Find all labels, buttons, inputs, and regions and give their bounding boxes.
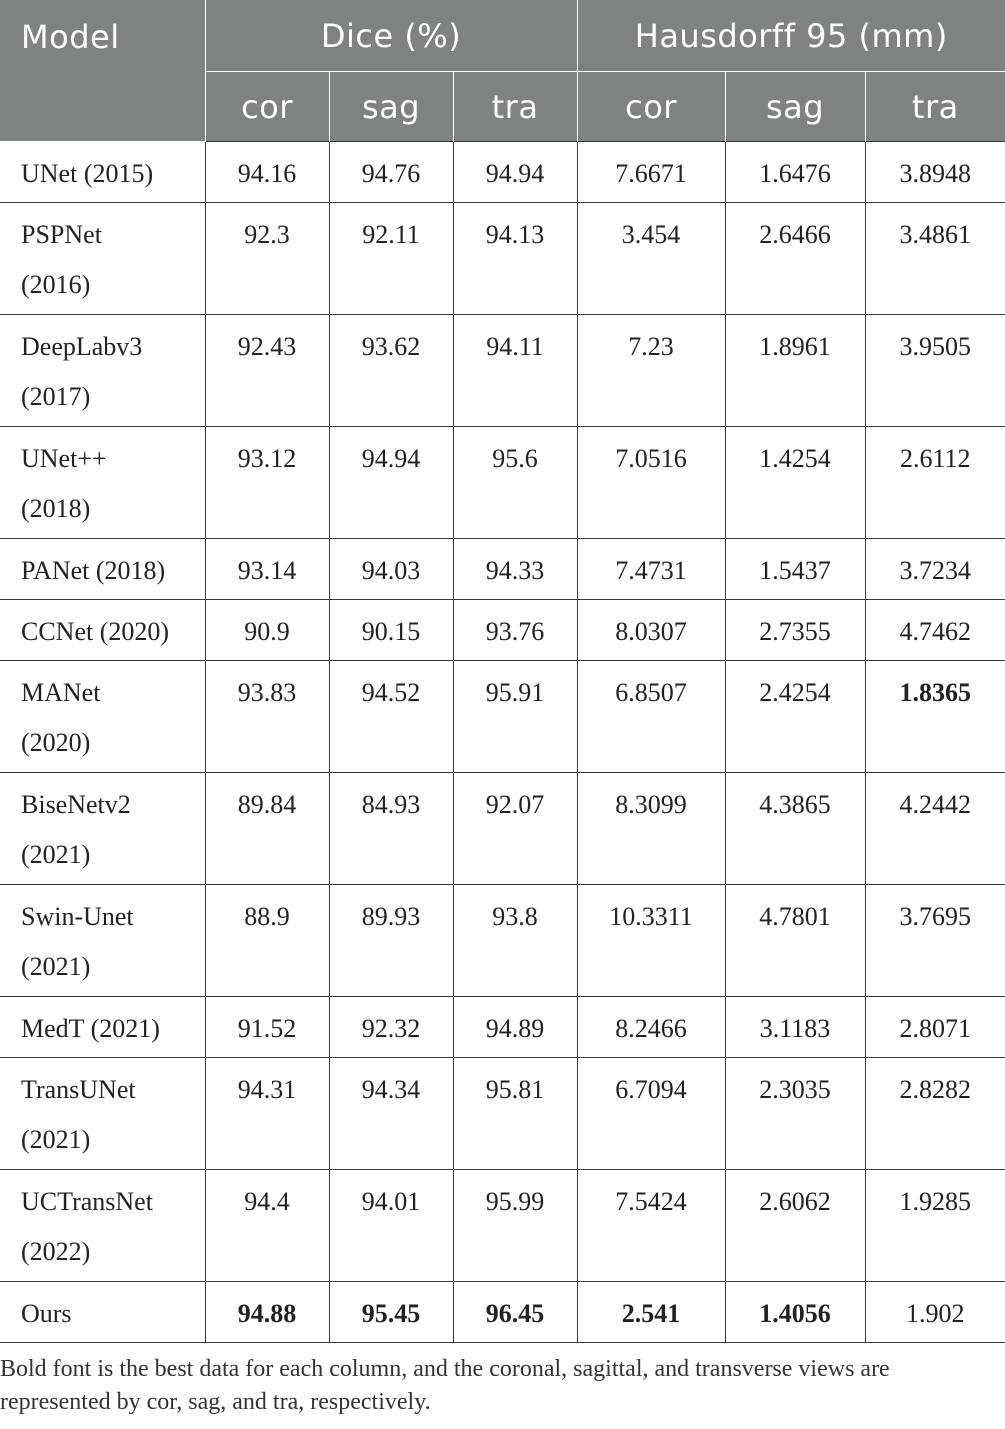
model-name-cell bbox=[0, 773, 205, 885]
dice-sag-cell: 92.32 bbox=[329, 997, 453, 1058]
hd-sag-cell: 4.3865 bbox=[725, 773, 865, 885]
model-name: Swin-Unet bbox=[21, 902, 134, 931]
model-name: PANet (2018) bbox=[21, 556, 166, 585]
model-year: (2021) bbox=[21, 1125, 91, 1154]
model-name: PSPNet bbox=[21, 220, 102, 249]
footnote-line-1: Bold font is the best data for each column, and the coronal, sagittal, and transverse views are bbox=[0, 1356, 890, 1382]
hd-tra-cell: 4.7462 bbox=[865, 600, 1005, 661]
hd-sag-cell: 1.4254 bbox=[725, 427, 865, 539]
hd-cor-cell: 7.0516 bbox=[577, 427, 725, 539]
dice-cor-cell: 93.83 bbox=[205, 661, 329, 773]
dice-cor-header: cor bbox=[205, 72, 329, 142]
dice-cor-cell: 92.3 bbox=[205, 203, 329, 315]
dice-cor-cell: 93.14 bbox=[205, 539, 329, 600]
hd-tra-cell: 1.9285 bbox=[865, 1170, 1005, 1282]
model-year: (2018) bbox=[21, 494, 91, 523]
hd-cor-cell: 8.3099 bbox=[577, 773, 725, 885]
dice-cor-cell: 90.9 bbox=[205, 600, 329, 661]
dice-group-header: Dice (%) bbox=[205, 0, 577, 72]
dice-tra-cell: 94.33 bbox=[453, 539, 577, 600]
hd-sag-cell: 2.3035 bbox=[725, 1058, 865, 1170]
hd-sag-cell: 1.8961 bbox=[725, 315, 865, 427]
dice-sag-cell: 89.93 bbox=[329, 885, 453, 997]
hd-tra-cell: 2.8071 bbox=[865, 997, 1005, 1058]
table-header bbox=[0, 0, 1005, 142]
dice-tra-cell: 95.6 bbox=[453, 427, 577, 539]
hd-sag-cell: 3.1183 bbox=[725, 997, 865, 1058]
dice-sag-cell: 90.15 bbox=[329, 600, 453, 661]
dice-cor-cell: 93.12 bbox=[205, 427, 329, 539]
hd-tra-cell: 2.6112 bbox=[865, 427, 1005, 539]
dice-tra-cell: 94.89 bbox=[453, 997, 577, 1058]
dice-tra-cell: 93.76 bbox=[453, 600, 577, 661]
hd-cor-header: cor bbox=[577, 72, 725, 142]
model-year: (2016) bbox=[21, 270, 91, 299]
dice-tra-cell: 95.99 bbox=[453, 1170, 577, 1282]
model-name-cell bbox=[0, 997, 205, 1058]
hd-sag-cell: 2.7355 bbox=[725, 600, 865, 661]
model-name-cell bbox=[0, 885, 205, 997]
hd-sag-header: sag bbox=[725, 72, 865, 142]
dice-tra-cell: 92.07 bbox=[453, 773, 577, 885]
hd-cor-cell: 6.7094 bbox=[577, 1058, 725, 1170]
hd-cor-cell: 2.541 bbox=[577, 1282, 725, 1343]
hd-tra-cell: 3.4861 bbox=[865, 203, 1005, 315]
table-row bbox=[0, 1170, 1005, 1282]
table-row bbox=[0, 885, 1005, 997]
hd-cor-cell: 3.454 bbox=[577, 203, 725, 315]
hd-tra-header: tra bbox=[865, 72, 1005, 142]
model-year: (2021) bbox=[21, 840, 91, 869]
dice-sag-cell: 94.34 bbox=[329, 1058, 453, 1170]
model-name-cell bbox=[0, 142, 205, 203]
dice-sag-cell: 94.52 bbox=[329, 661, 453, 773]
model-name-cell bbox=[0, 203, 205, 315]
dice-tra-cell: 94.11 bbox=[453, 315, 577, 427]
hd-tra-cell: 2.8282 bbox=[865, 1058, 1005, 1170]
dice-cor-cell: 89.84 bbox=[205, 773, 329, 885]
hd-sag-cell: 2.6062 bbox=[725, 1170, 865, 1282]
dice-tra-cell: 94.13 bbox=[453, 203, 577, 315]
hd-cor-cell: 7.4731 bbox=[577, 539, 725, 600]
hd-cor-cell: 10.3311 bbox=[577, 885, 725, 997]
hd-sag-cell: 4.7801 bbox=[725, 885, 865, 997]
footnote-line-2: represented by cor, sag, and tra, respectively. bbox=[0, 1389, 431, 1415]
model-year: (2021) bbox=[21, 952, 91, 981]
table-row bbox=[0, 1058, 1005, 1170]
hd-tra-cell: 1.902 bbox=[865, 1282, 1005, 1343]
dice-sag-cell: 84.93 bbox=[329, 773, 453, 885]
dice-sag-cell: 93.62 bbox=[329, 315, 453, 427]
dice-tra-header: tra bbox=[453, 72, 577, 142]
model-name-cell bbox=[0, 427, 205, 539]
dice-tra-cell: 95.81 bbox=[453, 1058, 577, 1170]
model-name-cell bbox=[0, 600, 205, 661]
model-name: UNet (2015) bbox=[21, 159, 154, 188]
hausdorff-group-header: Hausdorff 95 (mm) bbox=[577, 0, 1005, 72]
dice-tra-cell: 94.94 bbox=[453, 142, 577, 203]
table-row bbox=[0, 142, 1005, 203]
dice-sag-cell: 94.01 bbox=[329, 1170, 453, 1282]
hd-tra-cell: 3.8948 bbox=[865, 142, 1005, 203]
table-row bbox=[0, 427, 1005, 539]
table-row bbox=[0, 315, 1005, 427]
model-name-cell bbox=[0, 315, 205, 427]
model-name-cell bbox=[0, 539, 205, 600]
dice-cor-cell: 94.31 bbox=[205, 1058, 329, 1170]
hd-cor-cell: 6.8507 bbox=[577, 661, 725, 773]
dice-tra-cell: 96.45 bbox=[453, 1282, 577, 1343]
dice-sag-cell: 95.45 bbox=[329, 1282, 453, 1343]
table-footnote bbox=[0, 1353, 1005, 1419]
model-name-cell bbox=[0, 661, 205, 773]
table-row bbox=[0, 997, 1005, 1058]
model-name: TransUNet bbox=[21, 1075, 136, 1104]
model-year: (2017) bbox=[21, 382, 91, 411]
table-row bbox=[0, 1282, 1005, 1343]
dice-sag-cell: 94.03 bbox=[329, 539, 453, 600]
dice-cor-cell: 94.4 bbox=[205, 1170, 329, 1282]
hd-cor-cell: 7.5424 bbox=[577, 1170, 725, 1282]
dice-tra-cell: 93.8 bbox=[453, 885, 577, 997]
dice-sag-header: sag bbox=[329, 72, 453, 142]
hd-sag-cell: 2.6466 bbox=[725, 203, 865, 315]
dice-cor-cell: 91.52 bbox=[205, 997, 329, 1058]
table-row bbox=[0, 600, 1005, 661]
model-name: UNet++ bbox=[21, 444, 107, 473]
model-name: MANet bbox=[21, 678, 101, 707]
dice-tra-cell: 95.91 bbox=[453, 661, 577, 773]
model-year: (2022) bbox=[21, 1237, 91, 1266]
model-name-cell bbox=[0, 1058, 205, 1170]
table-body bbox=[0, 142, 1005, 1343]
dice-cor-cell: 92.43 bbox=[205, 315, 329, 427]
dice-sag-cell: 94.94 bbox=[329, 427, 453, 539]
dice-cor-cell: 88.9 bbox=[205, 885, 329, 997]
dice-sag-cell: 92.11 bbox=[329, 203, 453, 315]
hd-tra-cell: 1.8365 bbox=[865, 661, 1005, 773]
hd-sag-cell: 1.5437 bbox=[725, 539, 865, 600]
model-name: BiseNetv2 bbox=[21, 790, 131, 819]
hd-cor-cell: 8.2466 bbox=[577, 997, 725, 1058]
dice-cor-cell: 94.88 bbox=[205, 1282, 329, 1343]
hd-tra-cell: 3.9505 bbox=[865, 315, 1005, 427]
model-column-header: Model bbox=[0, 0, 205, 142]
model-name-cell bbox=[0, 1170, 205, 1282]
hd-cor-cell: 7.23 bbox=[577, 315, 725, 427]
hd-tra-cell: 4.2442 bbox=[865, 773, 1005, 885]
model-name: DeepLabv3 bbox=[21, 332, 143, 361]
model-name: UCTransNet bbox=[21, 1187, 153, 1216]
hd-tra-cell: 3.7234 bbox=[865, 539, 1005, 600]
model-year: (2020) bbox=[21, 728, 91, 757]
hd-cor-cell: 7.6671 bbox=[577, 142, 725, 203]
model-name: CCNet (2020) bbox=[21, 617, 170, 646]
table-row bbox=[0, 661, 1005, 773]
table-row bbox=[0, 203, 1005, 315]
dice-cor-cell: 94.16 bbox=[205, 142, 329, 203]
table-row bbox=[0, 539, 1005, 600]
hd-sag-cell: 1.6476 bbox=[725, 142, 865, 203]
model-name: Ours bbox=[21, 1299, 72, 1328]
hd-tra-cell: 3.7695 bbox=[865, 885, 1005, 997]
hd-sag-cell: 2.4254 bbox=[725, 661, 865, 773]
model-name-cell bbox=[0, 1282, 205, 1343]
hd-sag-cell: 1.4056 bbox=[725, 1282, 865, 1343]
table-row bbox=[0, 773, 1005, 885]
model-name: MedT (2021) bbox=[21, 1014, 160, 1043]
dice-sag-cell: 94.76 bbox=[329, 142, 453, 203]
hd-cor-cell: 8.0307 bbox=[577, 600, 725, 661]
